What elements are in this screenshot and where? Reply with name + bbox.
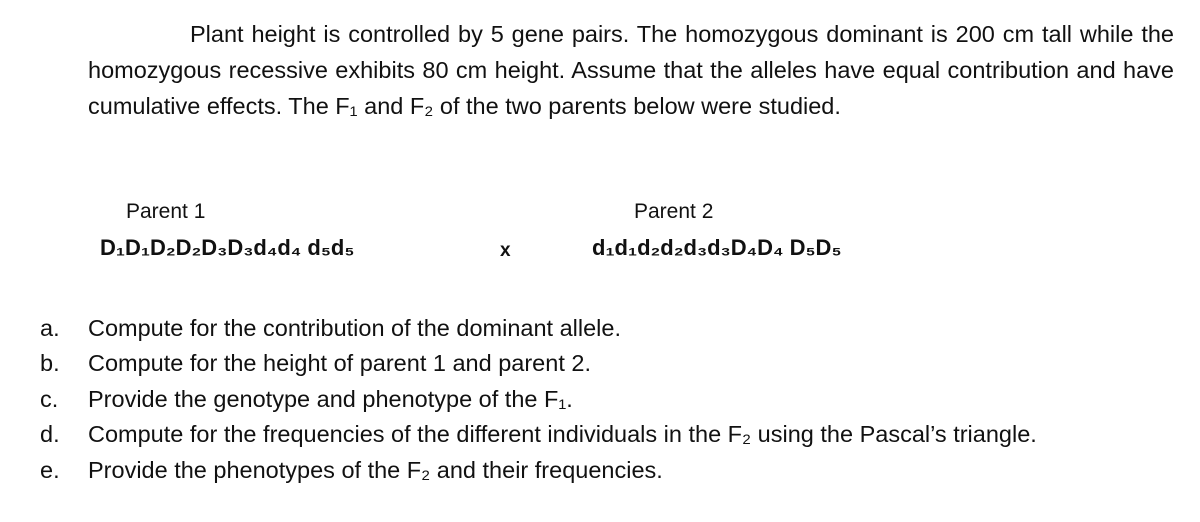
parent-2-label: Parent 2 (634, 200, 714, 223)
question-text: Provide the phenotypes of the F₂ and their frequencies. (88, 456, 663, 483)
cross-symbol: x (500, 240, 511, 261)
question-letter: d. (40, 421, 60, 448)
question-letter: e. (40, 456, 60, 483)
question-text: Compute for the contribution of the dominant allele. (88, 315, 621, 341)
parent-1-genotype: D₁D₁D₂D₂D₃D₃d₄d₄ d₅d₅ (100, 235, 355, 260)
problem-statement: Plant height is controlled by 5 gene pairs. The homozygous dominant is 200 cm tall while the homozygous recessive exhibits 80 cm height. Assume that the alleles have equal contribution and have cumulative effects. The F₁ and F₂ of the two parents below were studied. (88, 21, 1174, 119)
question-text: Compute for the frequencies of the different individuals in the F₂ using the Pascal’s triangle. (88, 421, 1037, 448)
question-text: Provide the genotype and phenotype of the F₁. (88, 385, 573, 412)
parent-1-label: Parent 1 (126, 200, 206, 223)
question-letter: a. (40, 315, 60, 341)
parent-2-genotype: d₁d₁d₂d₂d₃d₃D₄D₄ D₅D₅ (592, 235, 842, 260)
question-text: Compute for the height of parent 1 and parent 2. (88, 350, 591, 377)
question-letter: c. (40, 385, 59, 412)
question-letter: b. (40, 350, 60, 377)
